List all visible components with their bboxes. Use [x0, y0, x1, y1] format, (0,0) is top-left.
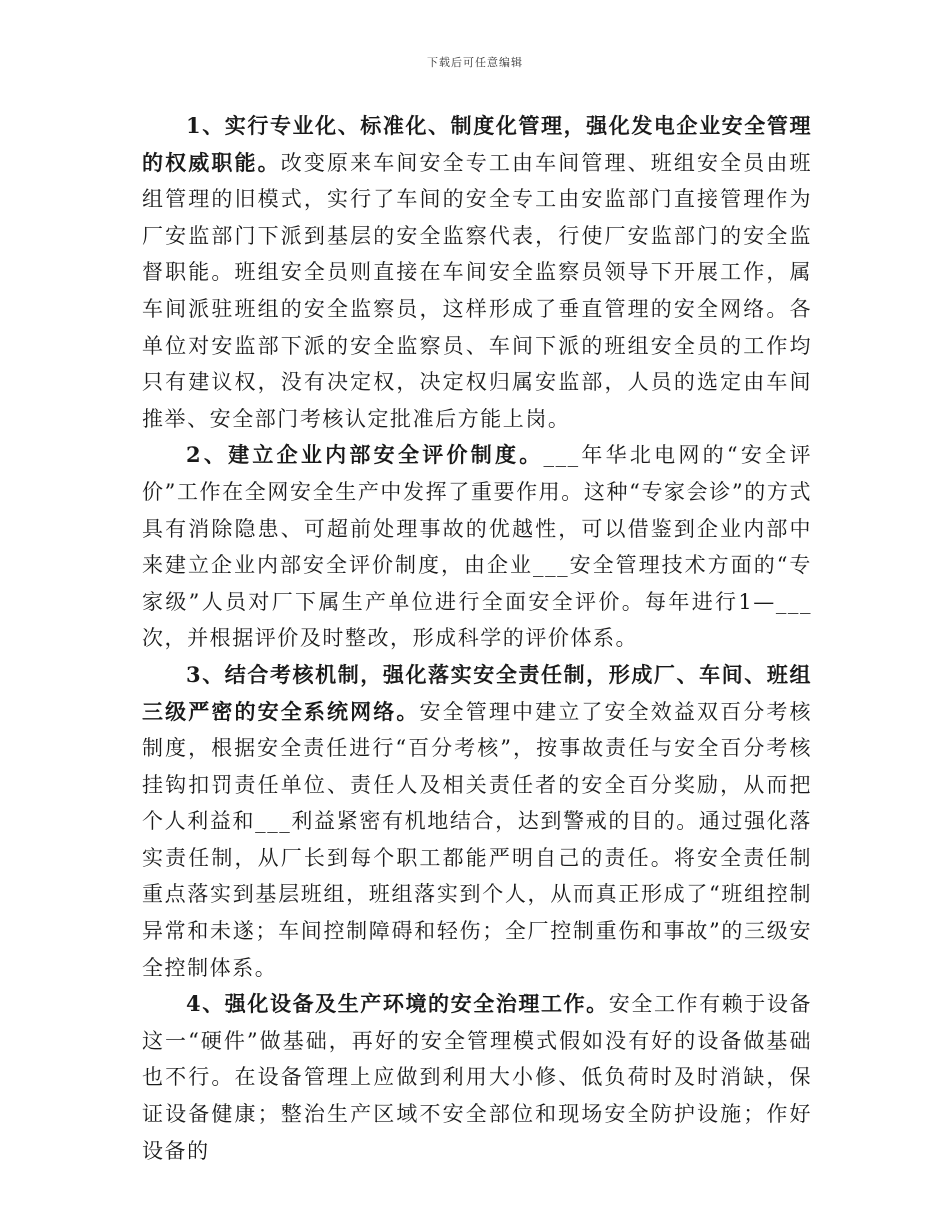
paragraph-1-heading: 1、实行专业化、标准化、制度化管理，强化发电企业安全管理的权威职能。: [142, 113, 812, 175]
paragraph-3-heading: 3、结合考核机制，强化落实安全责任制，形成厂、车间、班组三级严密的安全系统网络。: [142, 661, 812, 724]
paragraph-1: [142, 108, 812, 437]
paragraph-4-body: 安全工作有赖于设备这一“硬件”做基础，再好的安全管理模式假如没有好的设备做基础也不行。在设备管理上应做到利用大小修、低负荷时及时消缺，保证设备健康；整治生产区域不安全部位和现场安全防护设施；作好设备的: [142, 992, 813, 1163]
document-body: [142, 108, 812, 1169]
paragraph-3: [142, 657, 812, 986]
paragraph-3-body: 安全管理中建立了安全效益双百分考核制度，根据安全责任进行“百分考核”，按事故责任与安全百分考核挂钩扣罚责任单位、责任人及相关责任者的安全百分奖励，从而把个人利益和___利益紧密有机地结合，达到警戒的目的。通过强化落实责任制，从厂长到每个职工都能严明自己的责任。将安全责任制重点落实到基层班组，班组落实到个人，从而真正形成了“班组控制异常和未遂；车间控制障碍和轻伤；全厂控制重伤和事故”的三级安全控制体系。: [142, 699, 812, 980]
paragraph-4-heading: 4、强化设备及生产环境的安全治理工作。: [186, 991, 609, 1017]
paragraph-2-heading: 2、建立企业内部安全评价制度。: [186, 442, 544, 468]
paragraph-4: [142, 986, 812, 1169]
paragraph-2-body: ___年华北电网的“安全评价”工作在全网安全生产中发挥了重要作用。这种“专家会诊”的方式具有消除隐患、可超前处理事故的优越性，可以借鉴到企业内部中来建立企业内部安全评价制度，由企业___安全管理技术方面的“专家级”人员对厂下属生产单位进行全面安全评价。每年进行1—___次，并根据评价及时整改，形成科学的评价体系。: [142, 443, 812, 651]
paragraph-2: [142, 437, 812, 657]
page-header: 下载后可任意编辑: [427, 56, 523, 69]
paragraph-1-body: 改变原来车间安全专工由车间管理、班组安全员由班组管理的旧模式，实行了车间的安全专工由安监部门直接管理作为厂安监部门下派到基层的安全监察代表，行使厂安监部门的安全监督职能。班组安全员则直接在车间安全监察员领导下开展工作，属车间派驻班组的安全监察员，这样形成了垂直管理的安全网络。各单位对安监部下派的安全监察员、车间下派的班组安全员的工作均只有建议权，没有决定权，决定权归属安监部，人员的选定由车间推举、安全部门考核认定批准后方能上岗。: [142, 150, 812, 431]
